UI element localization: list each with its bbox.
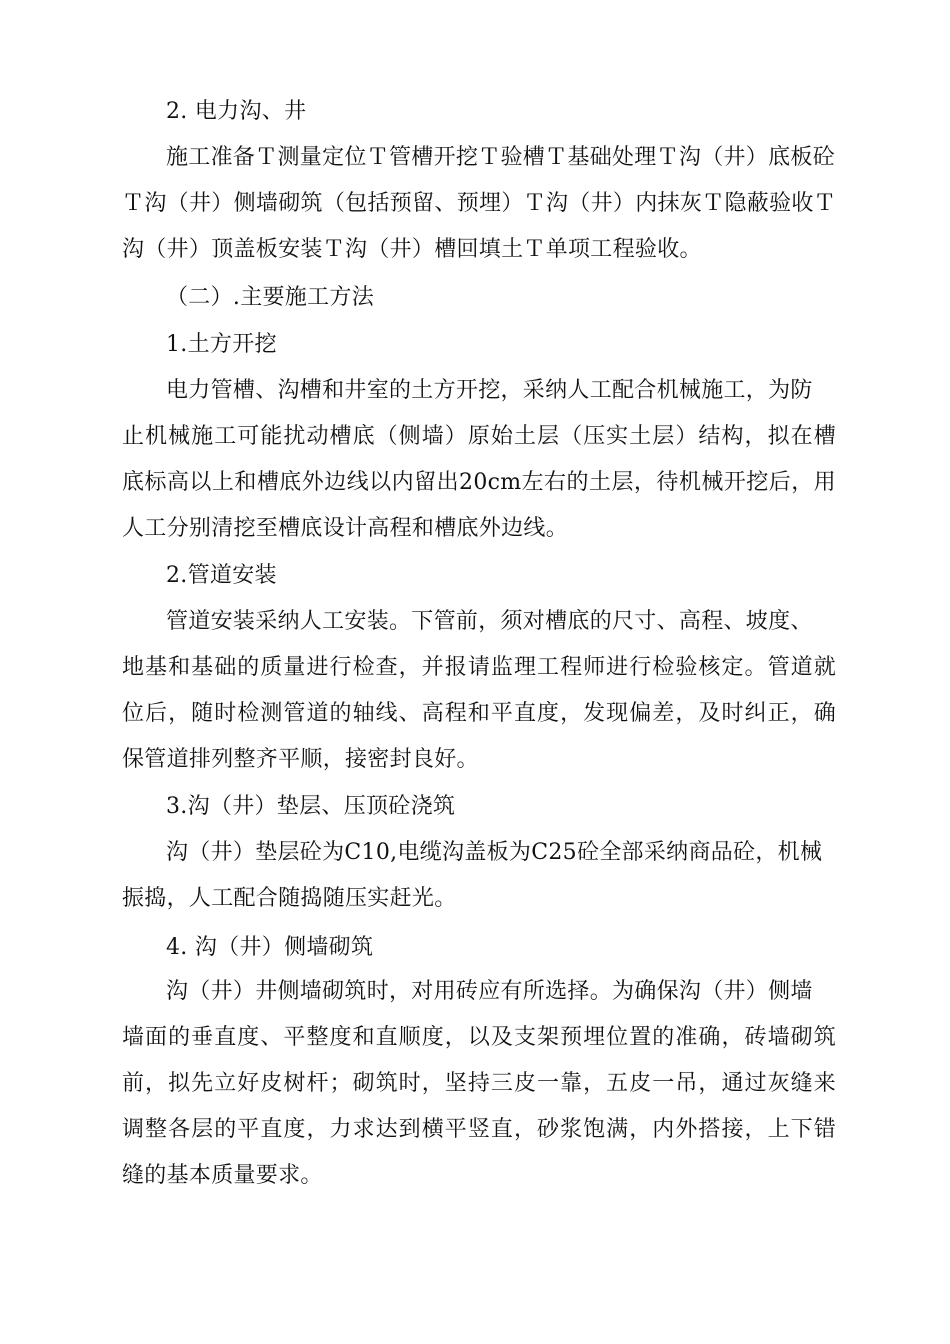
pipe-line-2: 地基和基础的质量进行检查，并报请监理工程师进行检验核定。管道就 [122,655,836,680]
side-wall-line-3: 前，拟先立好皮树杆；砌筑时，坚持三皮一靠，五皮一吊，通过灰缝来 [122,1071,836,1096]
heading-power-trench: 2. 电力沟、井 [166,99,307,124]
earthwork-line-3: 底标高以上和槽底外边线以内留出20cm左右的土层，待机械开挖后，用 [122,470,836,495]
process-line-2: Ｔ沟（井）侧墙砌筑（包括预留、预埋）Ｔ沟（井）内抹灰Ｔ隐蔽验收Ｔ [122,191,836,216]
heading-main-methods: （二）.主要施工方法 [166,285,374,310]
earthwork-line-4: 人工分别清挖至槽底设计高程和槽底外边线。 [122,516,569,541]
heading-side-wall: 4. 沟（井）侧墙砌筑 [166,935,374,960]
process-line-1: 施工准备Ｔ测量定位Ｔ管槽开挖Ｔ验槽Ｔ基础处理Ｔ沟（井）底板砼 [166,145,836,170]
heading-cushion-pour: 3.沟（井）垫层、压顶砼浇筑 [166,794,456,819]
earthwork-line-2: 止机械施工可能扰动槽底（侧墙）原始土层（压实土层）结构，拟在槽 [122,424,836,449]
earthwork-line-1: 电力管槽、沟槽和井室的土方开挖，采纳人工配合机械施工，为防 [166,378,813,403]
side-wall-line-5: 缝的基本质量要求。 [122,1163,323,1188]
side-wall-line-2: 墙面的垂直度、平整度和直顺度，以及支架预埋位置的准确，砖墙砌筑 [122,1025,836,1050]
heading-earthwork: 1.土方开挖 [166,332,277,357]
heading-pipe-install: 2.管道安装 [166,563,277,588]
pipe-line-1: 管道安装采纳人工安装。下管前，须对槽底的尺寸、高程、坡度、 [166,609,813,634]
pipe-line-4: 保管道排列整齐平顺，接密封良好。 [122,747,479,772]
process-line-3: 沟（井）顶盖板安装Ｔ沟（井）槽回填土Ｔ单项工程验收。 [122,237,702,262]
side-wall-line-1: 沟（井）井侧墙砌筑时，对用砖应有所选择。为确保沟（井）侧墙 [166,979,813,1004]
cushion-line-2: 振捣，人工配合随捣随压实赶光。 [122,886,457,911]
cushion-line-1: 沟（井）垫层砼为C10,电缆沟盖板为C25砼全部采纳商品砼，机械 [166,840,823,865]
side-wall-line-4: 调整各层的平直度，力求达到横平竖直，砂浆饱满，内外搭接，上下错 [122,1117,836,1142]
pipe-line-3: 位后，随时检测管道的轴线、高程和平直度，发现偏差，及时纠正，确 [122,701,836,726]
